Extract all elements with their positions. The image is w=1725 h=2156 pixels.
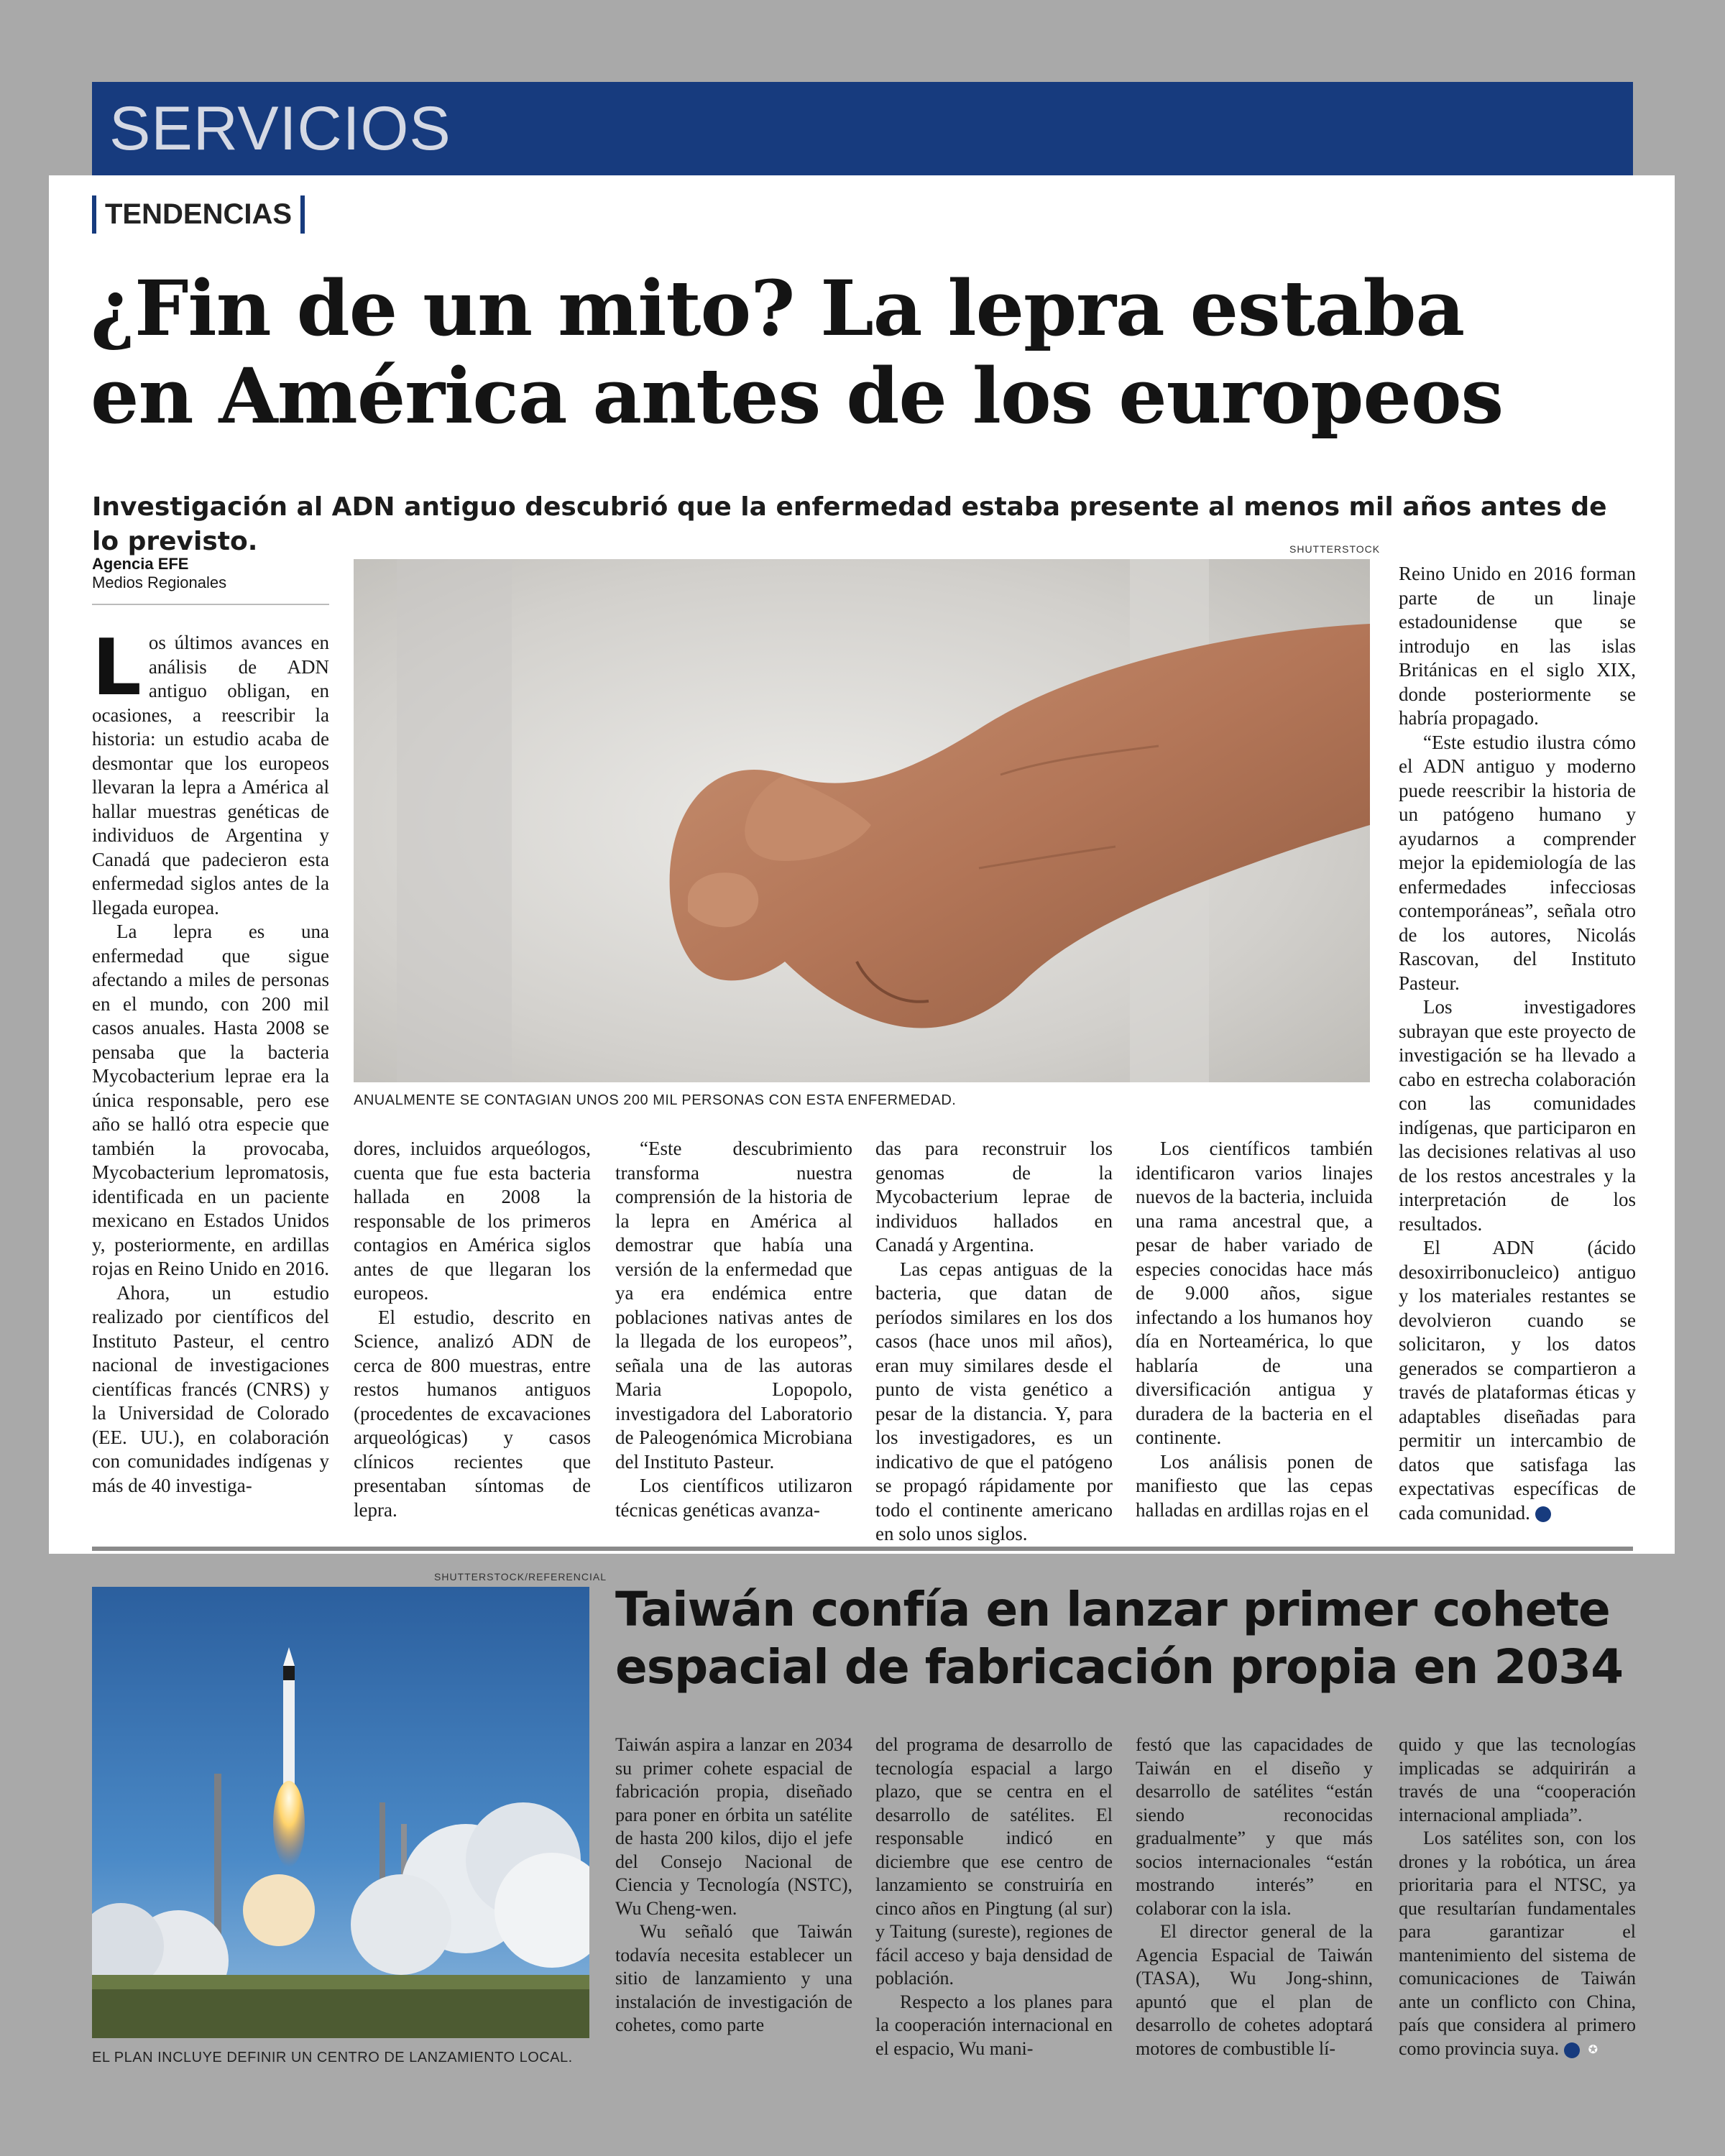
photo-credit: SHUTTERSTOCK [1289,543,1381,555]
article-headline [615,1581,1636,1696]
paragraph: del programa de desarrollo de tecnología espacial a largo plazo, que se centra en el desarrollo de satélites. El responsable indicó en diciembre que ese centro de lanzamiento se construiría en cinco años en Pingtung (al sur) y Taitung (sureste), regiones de fácil acceso y baja densidad de población. [875,1734,1113,1989]
paragraph: Wu señaló que Taiwán todavía necesita establecer un sitio de lanzamiento y una instalación de investigación de cohetes, como parte [615,1921,852,2035]
headline-line-2: en América antes de los europeos [91,351,1504,441]
paragraph: “Este descubrimiento transforma nuestra comprensión de la historia de la lepra en América al demostrar que había una versión de la enfermedad que ya era endémica entre poblaciones nativas antes de la llegada de los europeos”, señala una de las autoras Maria Lopopolo, investigadora del Laboratorio de Paleogenómica Microbiana del Instituto Pasteur. [615,1138,852,1473]
headline-line-2: espacial de fabricación propia en 2034 [615,1639,1624,1695]
paragraph: das para reconstruir los genomas de la Mycobacterium leprae de individuos hallados en Canadá y Argentina. [875,1138,1113,1256]
paragraph: El director general de la Agencia Espacial de Taiwán (TASA), Wu Jong-shinn, apuntó que el plan de desarrollo de cohetes adoptará motores de combustible lí- [1136,1921,1373,2059]
paragraph: El estudio, descrito en Science, analizó ADN de cerca de 800 muestras, entre restos humanos antiguos (procedentes de excavaciones arqueológicas) y casos clínicos recientes que presentaban síntomas de lepra. [354,1306,591,1521]
hand-photo-image [354,559,1370,1082]
paragraph: Los satélites son, con los drones y la robótica, un área prioritaria para el NTSC, ya que resultarían fundamentales para garantizar el mantenimiento del sistema de comunicaciones de Taiwán ante un conflicto con China, país que considera al primero como provincia suya. [1399,1828,1636,2059]
article-column-1 [92,623,329,1498]
article-column-6 [1399,562,1636,1525]
paragraph: Los investigadores subrayan que este proyecto de investigación se ha llevado a cabo en estrecha colaboración con las comunidades indígenas, que participaron en las decisiones relativas al uso de los restos ancestrales y la interpretación de los resultados. [1399,996,1636,1235]
rocket-launch-photo [92,1587,589,2038]
rocket-launch-image [92,1587,589,2038]
article-headline [91,264,1629,440]
article-column-1 [615,1733,852,2037]
paragraph: Los científicos utilizaron técnicas genéticas avanza- [615,1475,852,1521]
paragraph: El ADN (ácido desoxirribonucleico) antiguo y los materiales restantes se devolvieron cuando se solicitaron, y los datos generados se compartieron a través de plataformas éticas y adaptables diseñadas para permitir un intercambio de datos que satisfaga las expectativas específicas de cada comunidad. [1399,1237,1636,1524]
paragraph: Ahora, un estudio realizado por científicos del Instituto Pasteur, el centro nacional de investigaciones científicas francés (CNRS) y la Universidad de Colorado (EE. UU.), en colaboración con comunidades indígenas y más de 40 investiga- [92,1281,329,1496]
paragraph: Los análisis ponen de manifiesto que las cepas halladas en ardillas rojas en el [1136,1450,1373,1521]
paragraph: La lepra es una enfermedad que sigue afectando a miles de personas en el mundo, con 200 mil casos anuales. Hasta 2008 se pensaba que la bacteria Mycobacterium leprae era la única responsable, pero ese año se halló otra especie que también la provocaba, Mycobacterium lepromatosis, identificada en un paciente mexicano en Estados Unidos y, posteriormente, en ardillas rojas en Reino Unido en 2016. [92,921,329,1279]
photo-caption: ANUALMENTE SE CONTAGIAN UNOS 200 MIL PERSONAS CON ESTA ENFERMEDAD. [354,1092,957,1108]
drop-cap: L [92,623,142,713]
byline-agency: Agencia EFE [92,555,189,573]
article-column-3 [1136,1733,1373,2060]
paragraph: “Este estudio ilustra cómo el ADN antiguo y moderno puede reescribir la historia de un patógeno humano y ayudarnos a comprender mejor la epidemiología de las enfermedades infecciosas contemporáneas”, señala otro de los autores, Nicolás Rascovan, del Instituto Pasteur. [1399,731,1636,994]
section-title: SERVICIOS [109,94,451,163]
byline-desk: Medios Regionales [92,573,227,591]
headline-line-1: Taiwán confía en lanzar primer cohete [615,1582,1610,1637]
byline [92,555,329,605]
end-mark-icon: ✪ [1535,1506,1551,1522]
article-column-4 [1399,1733,1636,2060]
article-column-4 [875,1137,1113,1547]
photo-caption: EL PLAN INCLUYE DEFINIR UN CENTRO DE LANZAMIENTO LOCAL. [92,2050,573,2065]
paragraph: festó que las capacidades de Taiwán en el diseño y desarrollo de satélites “están siendo reconocidas gradualmente” y que más socios internacionales “están mostrando interés” en colaborar con la isla. [1136,1734,1373,1919]
paragraph: Las cepas antiguas de la bacteria, que datan de períodos similares en los dos casos (hace unos mil años), eran muy similares desde el punto de vista genético a pesar de la distancia. Y, para los investigadores, es un indicativo de que el patógeno se propagó rápidamente por todo el continente americano en solo unos siglos. [875,1258,1113,1544]
section-divider [92,1547,1633,1551]
end-mark-icon: ✪ [1564,2042,1580,2058]
article-column-5 [1136,1137,1373,1522]
kicker-tag: TENDENCIAS [92,195,305,234]
paragraph: Reino Unido en 2016 forman parte de un linaje estadounidense que se introdujo en las islas Británicas en el siglo XIX, donde posteriormente se habría propagado. [1399,563,1636,729]
paragraph: Taiwán aspira a lanzar en 2034 su primer cohete espacial de fabricación propia, diseñado para poner en órbita un satélite de hasta 200 kilos, dijo el jefe del Consejo Nacional de Ciencia y Tecnología (NSTC), Wu Cheng-wen. [615,1734,852,1919]
article-column-2 [875,1733,1113,2060]
paragraph: os últimos avances en análisis de ADN antiguo obligan, en ocasiones, a reescribir la historia: un estudio acaba de desmontar que los europeos llevaran la lepra a América al hallar muestras genéticas de individuos de Argentina y Canadá que padecieron esta enfermedad siglos antes de la llegada europea. [92,632,329,918]
article-column-3 [615,1137,852,1522]
paragraph: Respecto a los planes para la cooperación internacional en el espacio, Wu mani- [875,1991,1113,2059]
hand-photo [354,559,1370,1082]
photo-credit: SHUTTERSTOCK/REFERENCIAL [434,1571,607,1583]
headline-line-1: ¿Fin de un mito? La lepra estaba [91,263,1465,353]
article-column-2 [354,1137,591,1522]
paragraph: Los científicos también identificaron varios linajes nuevos de la bacteria, incluida una rama ancestral que, a pesar de haber variado de especies conocidas hace más de 9.000 años, sigue infectando a los humanos hoy día en Norteamérica, lo que hablaría de una diversificación antigua y duradera de la bacteria en el continente. [1136,1138,1373,1448]
section-header [92,82,1633,175]
article-deck: Investigación al ADN antiguo descubrió que la enfermedad estaba presente al menos mil años antes de lo previsto. [92,492,1607,556]
paragraph: quido y que las tecnologías implicadas se adquirirán a través de una “cooperación internacional ampliada”. [1399,1734,1636,1825]
paragraph: dores, incluidos arqueólogos, cuenta que fue esta bacteria hallada en 2008 la responsable de los primeros contagios en América siglos antes de que llegaran los europeos. [354,1138,591,1304]
